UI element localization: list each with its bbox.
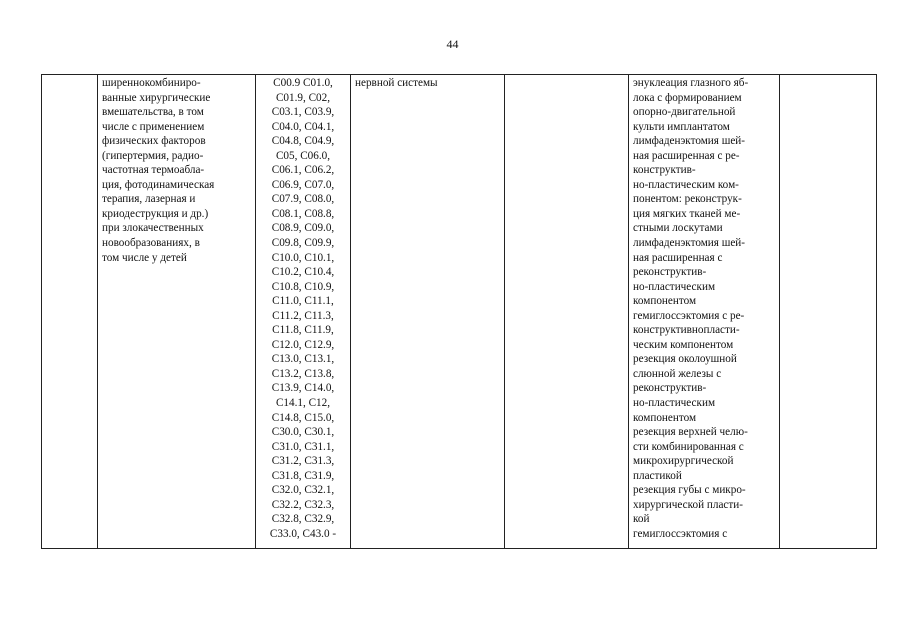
text-line: пластикой — [633, 469, 682, 482]
text-line: нервной системы — [355, 77, 438, 89]
text-line: сти комбинированная с — [633, 440, 744, 453]
text-line: C09.8, C09.9, — [271, 237, 335, 250]
cell-cost — [780, 75, 877, 549]
text-line: гемиглоссэктомия с — [633, 527, 728, 540]
text-line: C32.8, C32.9, — [271, 513, 335, 526]
text-line: понентом: реконструк- — [633, 193, 742, 206]
cell-treatment-method — [629, 75, 780, 549]
text-line: C13.2, C13.8, — [271, 367, 335, 380]
text-line: вмешательства, в том — [102, 106, 204, 119]
text-line: лока с формированием — [633, 91, 742, 104]
text-line: C13.0, C13.1, — [271, 353, 335, 366]
text-line: физических факторов — [102, 135, 206, 148]
text-line: C32.0, C32.1, — [271, 484, 335, 497]
text-line: резекция губы с микро- — [633, 484, 746, 497]
text-line: конструктивнопласти- — [633, 324, 740, 337]
text-line: ция мягких тканей ме- — [633, 207, 741, 220]
text-line: культи имплантатом — [633, 120, 730, 133]
text-line: C05, C06.0, — [275, 149, 331, 162]
text-line: C12.0, C12.9, — [271, 338, 335, 351]
text-line: C04.8, C04.9, — [271, 135, 335, 148]
text-line: C04.0, C04.1, — [271, 120, 335, 133]
text-line: конструктив- — [633, 164, 696, 177]
text-line: криодеструкция и др.) — [102, 207, 209, 220]
page-number: 44 — [446, 37, 459, 51]
text-line: C30.0, C30.1, — [271, 426, 335, 439]
text-line: новообразованиях, в — [102, 237, 200, 250]
text-line: C08.9, C09.0, — [271, 222, 335, 235]
text-line: слюнной железы с — [633, 367, 722, 380]
text-line: том числе у детей — [102, 251, 187, 264]
text-line: компонентом — [633, 295, 697, 308]
text-line: реконструктив- — [633, 382, 707, 395]
text-line: хирургической пласти- — [633, 498, 743, 511]
text-line: ная расширенная с — [633, 251, 723, 264]
text-line: при злокачественных — [102, 222, 204, 235]
text-line: C31.2, C31.3, — [271, 455, 335, 468]
text-line: C32.2, C32.3, — [271, 498, 335, 511]
text-line: C01.9, C02, — [275, 91, 331, 104]
text-line: терапия, лазерная и — [102, 193, 196, 206]
text-line: C00.9 C01.0, — [273, 77, 333, 89]
table-row — [42, 75, 877, 549]
text-line: (гипертермия, радио- — [102, 149, 204, 162]
cell-treatment-type — [505, 75, 629, 549]
text-line: C10.0, C10.1, — [271, 251, 335, 264]
text-line: гемиглоссэктомия с ре- — [633, 309, 745, 322]
text-line: кой — [633, 513, 650, 526]
text-line: компонентом — [633, 411, 697, 424]
text-line: ная расширенная с ре- — [633, 149, 740, 162]
text-line: ческим компонентом — [633, 338, 734, 351]
text-line: C06.9, C07.0, — [271, 178, 335, 191]
text-line: C08.1, C08.8, — [271, 207, 335, 220]
text-line: частотная термоабла- — [102, 164, 205, 177]
text-line: числе с применением — [102, 120, 205, 133]
text-line: C13.9, C14.0, — [271, 382, 335, 395]
text-line: C33.0, C43.0 - — [269, 527, 337, 540]
text-line: C11.2, C11.3, — [272, 309, 334, 322]
text-line: ширеннокомбиниро- — [102, 77, 201, 89]
text-line: C11.0, C11.1, — [272, 295, 334, 308]
cell-icd-codes — [256, 75, 351, 549]
text-line: C31.0, C31.1, — [271, 440, 335, 453]
medical-care-table — [41, 74, 877, 549]
text-line: резекция околоушной — [633, 353, 737, 366]
text-line: C03.1, C03.9, — [271, 106, 335, 119]
text-line: лимфаденэктомия шей- — [633, 237, 746, 250]
text-line: C10.2, C10.4, — [271, 266, 335, 279]
text-line: реконструктив- — [633, 266, 707, 279]
text-line: резекция верхней челю- — [633, 426, 748, 439]
text-line: C14.1, C12, — [275, 397, 331, 410]
text-line: C14.8, C15.0, — [271, 411, 335, 424]
text-line: C31.8, C31.9, — [271, 469, 335, 482]
text-line: но-пластическим — [633, 397, 716, 410]
text-line: ванные хирургические — [102, 91, 211, 104]
text-line: C10.8, C10.9, — [271, 280, 335, 293]
text-line: опорно-двигательной — [633, 106, 736, 119]
text-line: ция, фотодинамическая — [102, 178, 215, 191]
cell-patient-model — [351, 75, 505, 549]
text-line: C06.1, C06.2, — [271, 164, 335, 177]
cell-intervention-name — [98, 75, 256, 549]
text-line: стными лоскутами — [633, 222, 723, 235]
text-line: C11.8, C11.9, — [272, 324, 334, 337]
text-line: но-пластическим — [633, 280, 716, 293]
text-line: но-пластическим ком- — [633, 178, 739, 191]
cell-number — [42, 75, 98, 549]
text-line: лимфаденэктомия шей- — [633, 135, 746, 148]
text-line: энуклеация глазного яб- — [633, 77, 749, 89]
text-line: C07.9, C08.0, — [271, 193, 335, 206]
text-line: микрохирургической — [633, 455, 734, 468]
